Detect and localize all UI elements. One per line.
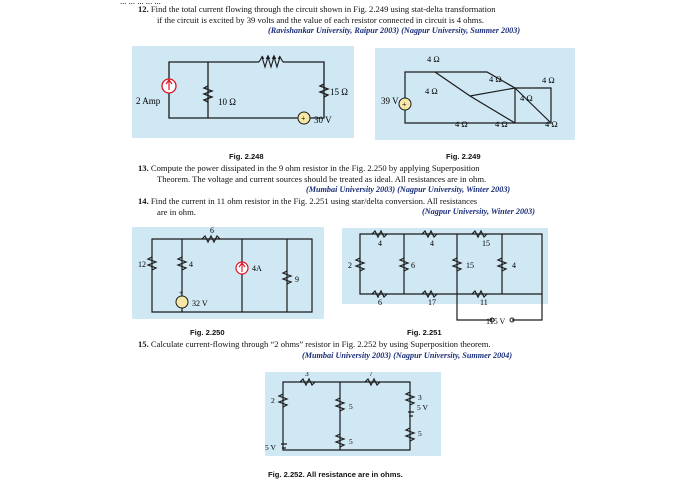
problem-number: 13. [138,163,149,173]
problem-15-citation: (Mumbai University 2003) (Nagpur University, Summer 2004) [302,351,513,360]
figure-2-251 [342,228,548,307]
circuit-2-248 [132,46,354,138]
figure-2-249 [375,48,575,140]
label-3-top: 3 [305,372,309,378]
label-30v: 30 V [314,115,332,125]
circuit-2-251 [342,228,548,328]
figure-2-252 [265,372,441,456]
circuit-2-252 [265,372,441,456]
caption-fig-2-251: Fig. 2.251 [407,328,442,337]
svg-text:+: + [301,114,306,123]
label-5-mid: 5 [349,402,353,411]
problem-12-line2: if the circuit is excited by 39 volts and the value of each resistor connected in circuit is 4 ohms. [157,15,484,25]
label-12: 12 [138,260,146,269]
problem-text: Find the total current flowing through the circuit shown in Fig. 2.249 using stat-delta transformation [150,4,496,14]
figure-2-250 [132,227,324,319]
voltage-source-icon [176,296,188,308]
problem-number: 14. [138,196,149,206]
problem-number: 12. [138,4,149,14]
label-7: 7 [369,372,373,378]
label-39v: 39 V [381,96,399,106]
label-4-top-mid: 4 [430,239,434,248]
label-5-right: 5 [418,429,422,438]
label-6: 6 [210,227,214,235]
label-2: 2 [271,396,275,405]
label-r8: 4 Ω [545,119,558,129]
figure-2-248 [132,46,354,138]
label-10ohm: 10 Ω [218,97,236,107]
problem-13-line1 [138,163,480,174]
label-r3: 4 Ω [489,74,502,84]
label-11: 11 [480,298,488,307]
problem-13-citation: (Mumbai University 2003) (Nagpur University, Winter 2003) [306,185,511,194]
problem-13-line2: Theorem. The voltage and current sources should be treated as ideal. All resistances are in ohm. [157,174,487,184]
caption-fig-2-250: Fig. 2.250 [190,328,225,337]
label-4a: 4A [252,264,262,273]
label-4-right: 4 [512,261,516,270]
cut-header-text: ... ... ... ... ... [120,0,161,6]
label-5-bottom: 5 [349,437,353,446]
label-15ohm: 15 Ω [330,87,348,97]
svg-text:+: + [179,289,183,297]
circuit-2-250 [132,227,324,319]
label-115v: 115 V [486,317,506,326]
svg-text:+: + [402,100,407,109]
label-3-right: 3 [418,393,422,402]
label-r4: 4 Ω [542,75,555,85]
label-15-mid: 15 [466,261,474,270]
caption-fig-2-248: Fig. 2.248 [229,152,264,161]
label-5v-left: 5 V [265,443,276,452]
problem-15-line1 [138,339,491,350]
caption-fig-2-249: Fig. 2.249 [446,152,481,161]
problem-text: Calculate current-flowing through “2 ohms” resistor in Fig. 2.252 by using Superposition theorem. [150,339,491,349]
label-17: 17 [428,298,436,307]
label-r6: 4 Ω [455,119,468,129]
label-2: 2 [348,261,352,270]
problem-12-citation: (Ravishankar University, Raipur 2003) (Nagpur University, Summer 2003) [268,26,521,35]
caption-fig-2-252: Fig. 2.252. All resistance are in ohms. [268,470,403,479]
problem-number: 15. [138,339,149,349]
problem-text: Find the current in 11 ohm resistor in the Fig. 2.251 using star/delta conversion. All resistances [150,196,478,206]
problem-14-line2: are in ohm. [157,207,196,217]
label-r7: 4 Ω [495,119,508,129]
label-4-top-left: 4 [378,239,382,248]
label-2amp: 2 Amp [136,96,161,106]
label-6-bottom: 6 [378,298,382,307]
label-15-top: 15 [482,239,490,248]
label-4: 4 [189,260,193,269]
label-r5: 4 Ω [520,93,533,103]
circuit-2-249 [375,48,575,140]
problem-14-line1 [138,196,477,207]
wire-loop [169,62,324,118]
label-r1: 4 Ω [427,54,440,64]
problem-text: Compute the power dissipated in the 9 ohm resistor in the Fig. 2.250 by applying Superposition [150,163,480,173]
label-6-mid: 6 [411,261,415,270]
label-32v: 32 V [192,299,208,308]
problem-14-citation: (Nagpur University, Winter 2003) [422,207,535,216]
problem-12-line1 [138,4,496,15]
label-9: 9 [295,275,299,284]
label-r2: 4 Ω [425,86,438,96]
label-5v-right: 5 V [417,403,428,412]
